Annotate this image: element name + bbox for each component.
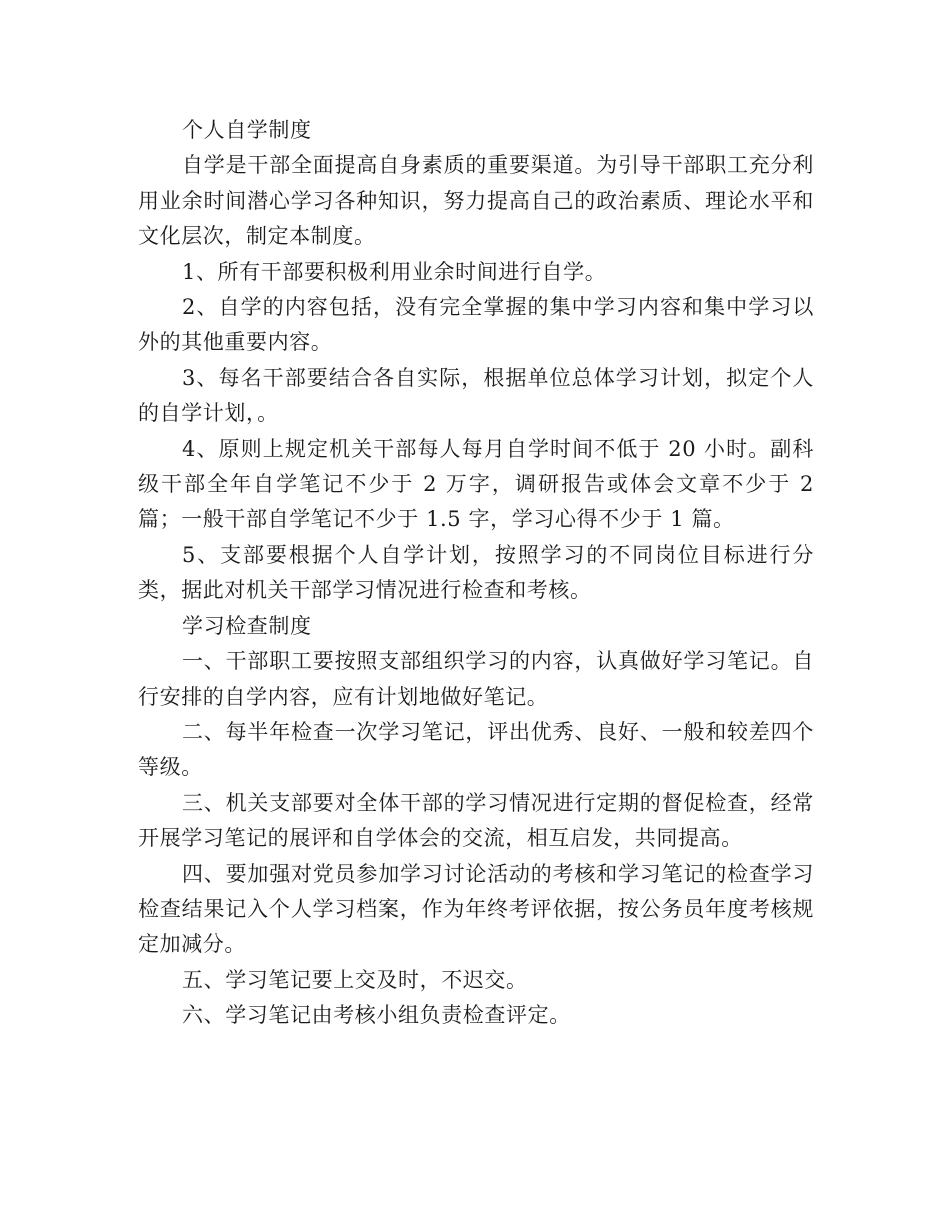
self-study-item-1: 1、所有干部要积极利用业余时间进行自学。 [182, 259, 607, 284]
self-study-item-4: 4、原则上规定机关干部每人每月自学时间不低于 20 小时。副科级干部全年自学笔记不少于 2 万字，调研报告或体会文章不少于 2 篇；一般干部自学笔记不少于 1.5 字，学习心得不少于 1 篇。 [138, 436, 814, 532]
study-check-item-2: 二、每半年检查一次学习笔记，评出优秀、良好、一般和较差四个等级。 [138, 719, 814, 780]
study-check-item-5: 五、学习笔记要上交及时，不迟交。 [182, 967, 528, 992]
study-check-item-4: 四、要加强对党员参加学习讨论活动的考核和学习笔记的检查学习检查结果记入个人学习档案，作为年终考评依据，按公务员年度考核规定加减分。 [138, 861, 814, 957]
self-study-item-3: 3、每名干部要结合各自实际，根据单位总体学习计划，拟定个人的自学计划，。 [138, 365, 814, 426]
study-check-item-1: 一、干部职工要按照支部组织学习的内容，认真做好学习笔记。自行安排的自学内容，应有计划地做好笔记。 [138, 649, 814, 709]
study-check-item-3: 三、机关支部要对全体干部的学习情况进行定期的督促检查，经常开展学习笔记的展评和自学体会的交流，相互启发，共同提高。 [138, 790, 814, 851]
document-body [138, 113, 814, 1034]
self-study-item-5: 5、支部要根据个人自学计划，按照学习的不同岗位目标进行分类，据此对机关干部学习情况进行检查和考核。 [138, 542, 814, 603]
section-title-study-check: 学习检查制度 [182, 613, 312, 638]
intro-paragraph: 自学是干部全面提高自身素质的重要渠道。为引导干部职工充分利用业余时间潜心学习各种知识，努力提高自己的政治素质、理论水平和文化层次，制定本制度。 [138, 153, 814, 249]
study-check-item-6: 六、学习笔记由考核小组负责检查评定。 [182, 1003, 571, 1028]
self-study-item-2: 2、自学的内容包括，没有完全掌握的集中学习内容和集中学习以外的其他重要内容。 [138, 295, 814, 355]
section-title-self-study: 个人自学制度 [182, 118, 312, 142]
